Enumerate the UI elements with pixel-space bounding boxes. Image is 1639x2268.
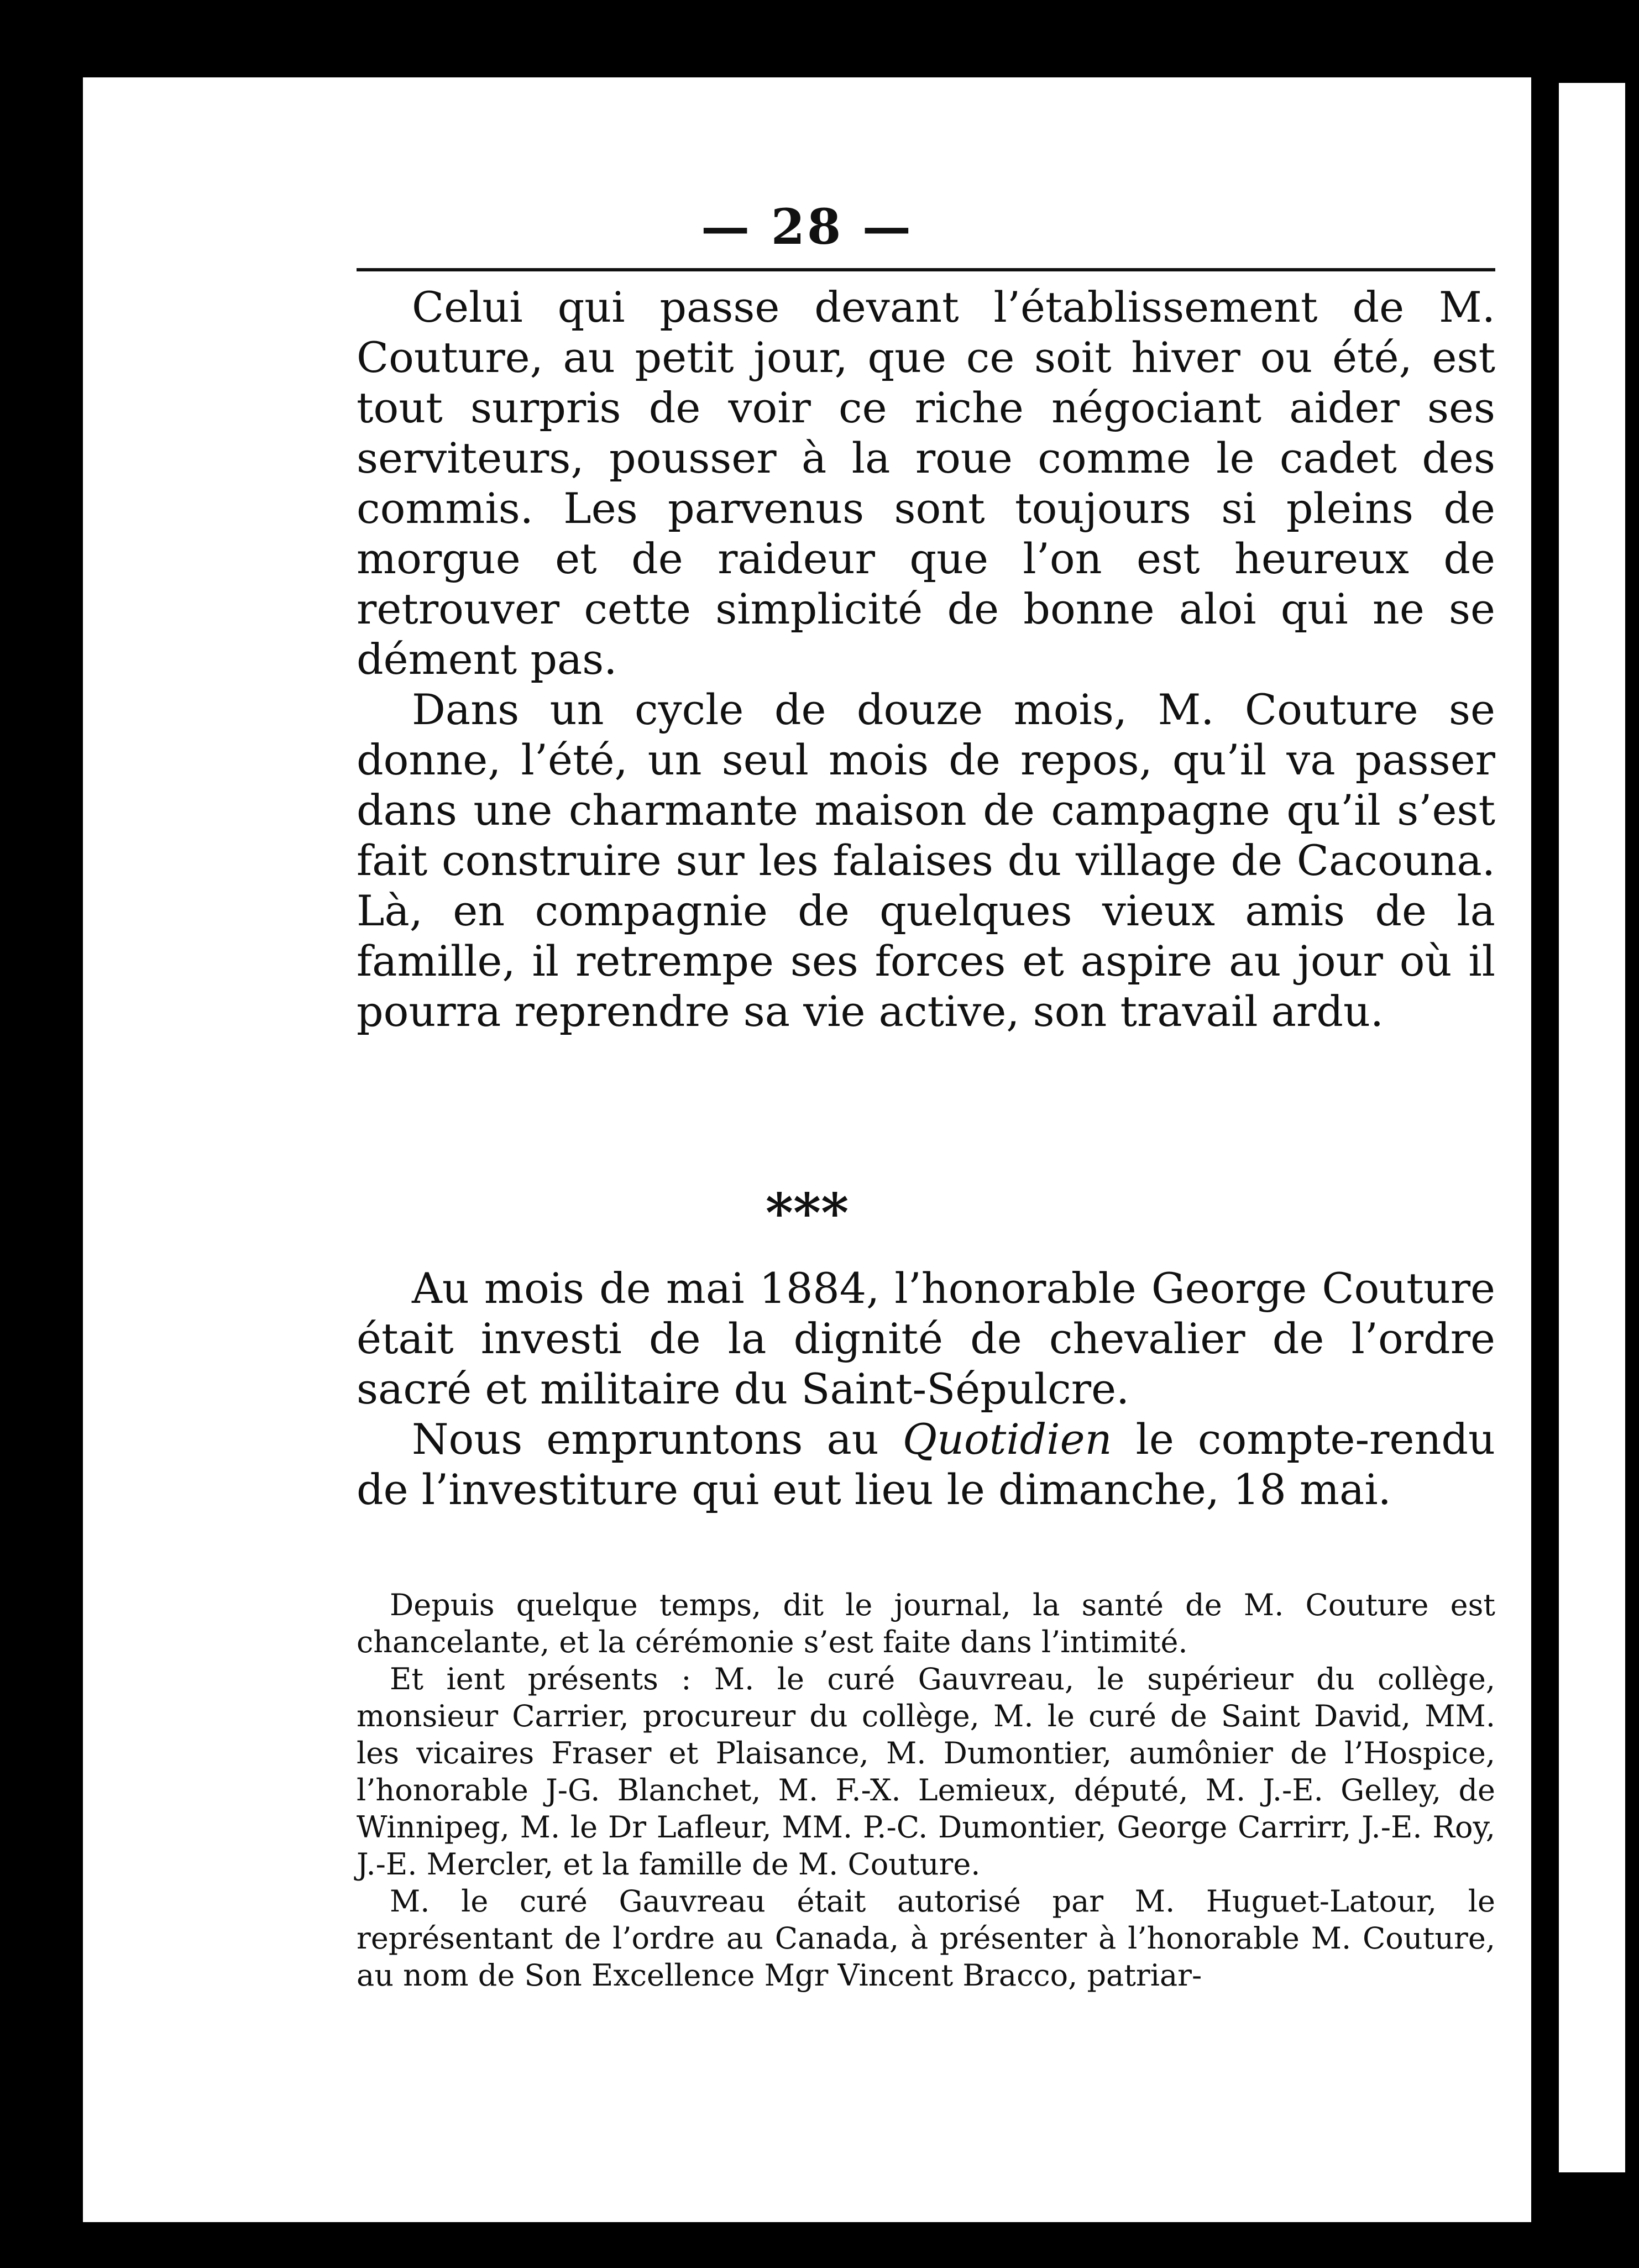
newspaper-title: Quotidien — [902, 1415, 1112, 1464]
paragraph-4-start: Nous empruntons au — [412, 1415, 903, 1464]
main-text-2 — [357, 1263, 1495, 1515]
quote-paragraph-1: Depuis quelque temps, dit le journal, la santé de M. Couture est chancelante, et la cérémonie s’est faite dans l’intimité. — [357, 1588, 1495, 1659]
section-separator: *** — [765, 1182, 849, 1244]
quote-paragraph-3: M. le curé Gauvreau était autorisé par M. Huguet-Latour, le représentant de l’ordre au Canada, à présenter à l’honorable M. Couture, au nom de Son Excellence Mgr Vincent Bracco, patriar- — [357, 1884, 1495, 1993]
paragraph-1: Celui qui passe devant l’établissement de M. Couture, au petit jour, que ce soit hiver ou été, est tout surpris de voir ce riche négociant aider ses serviteurs, pousser à la roue comme le cadet des commis. Les parvenus sont toujours si pleins de morgue et de raideur que l’on est heureux de retrouver cette simplicité de bonne aloi qui ne se dément pas. — [357, 282, 1495, 684]
book-page — [83, 77, 1531, 2222]
next-page-edge — [1559, 83, 1625, 2172]
header-rule — [357, 268, 1495, 271]
paragraph-2: Dans un cycle de douze mois, M. Couture se donne, l’été, un seul mois de repos, qu’il va passer dans une charmante maison de campagne qu’il s’est fait construire sur les falaises du village de Cacouna. Là, en compagnie de quelques vieux amis de la famille, il retrempe ses forces et aspire au jour où il pourra reprendre sa vie active, son travail ardu. — [357, 685, 1495, 1036]
page-number: — 28 — — [701, 198, 913, 255]
quote-paragraph-2: Et ient présents : M. le curé Gauvreau, le supérieur du collège, monsieur Carrier, procureur du collège, M. le curé de Saint David, MM. les vicaires Fraser et Plaisance, M. Dumontier, aumônier de l’Hospice, l’honorable J-G. Blanchet, M. F.-X. Lemieux, député, M. J.-E. Gelley, de Winnipeg, M. le Dr Lafleur, MM. P.-C. Dumontier, George Carrirr, J.-E. Roy, J.-E. Mercler, et la famille de M. Couture. — [357, 1662, 1495, 1882]
quoted-report — [357, 1586, 1495, 1994]
paragraph-3: Au mois de mai 1884, l’honorable George Couture était investi de la dignité de chevalier de l’ordre sacré et militaire du Saint-Sépulcre. — [357, 1264, 1495, 1413]
paragraph-4-end: le compte-rendu de l’investiture qui eut lieu le dimanche, 18 mai. — [357, 1415, 1495, 1514]
paragraph-4 — [357, 1414, 1495, 1515]
main-text — [357, 282, 1495, 1036]
